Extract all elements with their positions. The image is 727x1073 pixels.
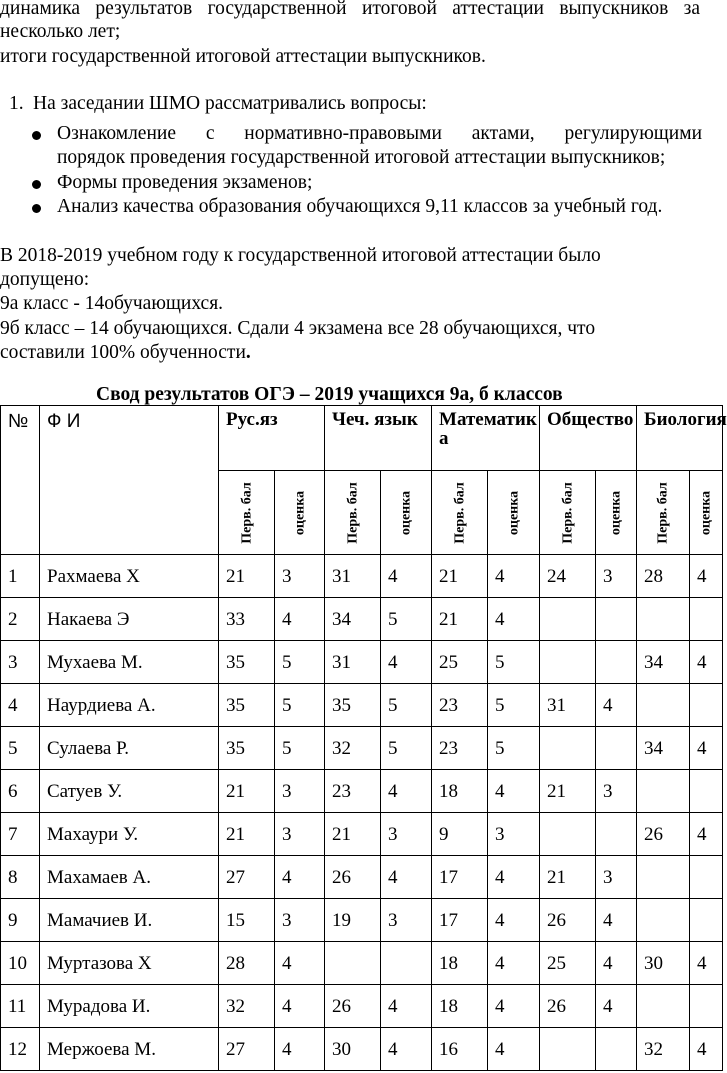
primary-score-cell [637, 856, 690, 899]
grade-cell: 5 [381, 598, 432, 641]
primary-score-cell: 21 [432, 598, 488, 641]
student-name: Махамаев А. [40, 856, 219, 899]
primary-score-cell: 34 [637, 641, 690, 684]
admission-line-1: В 2018-2019 учебном году к государственной итоговой аттестации было [0, 245, 601, 266]
grade-cell: 5 [381, 684, 432, 727]
sub-header-primary [325, 471, 381, 555]
sub-header-grade [488, 471, 540, 555]
table-body [1, 555, 723, 1071]
subject-header: Биология [637, 406, 723, 471]
table-row [1, 684, 723, 727]
grade-cell: 3 [381, 899, 432, 942]
admission-line-5 [0, 341, 251, 364]
grade-cell: 4 [690, 1028, 723, 1071]
meeting-number: 1. [9, 93, 24, 114]
primary-score-cell: 16 [432, 1028, 488, 1071]
sub-header-grade [381, 471, 432, 555]
grade-cell [690, 856, 723, 899]
primary-score-cell: 18 [432, 942, 488, 985]
admission-line-3: 9а класс - 14обучающихся. [0, 293, 224, 314]
sub-header-grade-text: оценка [292, 490, 307, 535]
admission-line-4: 9б класс – 14 обучающихся. Сдали 4 экзамена все 28 обучающихся, что [0, 318, 596, 339]
grade-cell: 3 [381, 813, 432, 856]
student-name: Махаури У. [40, 813, 219, 856]
bullet-2: Формы проведения экзаменов; [57, 172, 313, 193]
sub-header-grade [690, 471, 723, 555]
primary-score-cell: 32 [219, 985, 275, 1028]
primary-score-cell: 23 [432, 727, 488, 770]
grade-cell: 4 [275, 985, 325, 1028]
primary-score-cell: 15 [219, 899, 275, 942]
sub-header-grade-text: оценка [398, 490, 414, 535]
primary-score-cell: 30 [637, 942, 690, 985]
primary-score-cell: 28 [219, 942, 275, 985]
primary-score-cell: 17 [432, 856, 488, 899]
primary-score-cell: 18 [432, 985, 488, 1028]
sub-header-primary-text: Перв. бал [345, 481, 360, 544]
sub-header-primary [637, 471, 690, 555]
primary-score-cell: 31 [325, 555, 381, 598]
primary-score-cell [637, 598, 690, 641]
primary-score-cell: 21 [219, 813, 275, 856]
sub-header-grade-text: оценка [698, 490, 714, 535]
bullet-3: Анализ качества образования обучающихся 9,11 классов за учебный год. [57, 196, 663, 217]
grade-cell [596, 727, 637, 770]
intro-line-1: динамика результатов государственной итоговой аттестации выпускников за [0, 0, 700, 19]
grade-cell: 4 [275, 942, 325, 985]
intro-line-2: несколько лет; [0, 21, 121, 42]
primary-score-cell: 26 [325, 856, 381, 899]
student-name: Муртазова Х [40, 942, 219, 985]
grade-cell: 3 [275, 899, 325, 942]
primary-score-cell: 19 [325, 899, 381, 942]
grade-cell: 5 [488, 641, 540, 684]
grade-cell: 4 [275, 598, 325, 641]
student-name: Сатуев У. [40, 770, 219, 813]
row-number: 6 [1, 770, 40, 813]
row-number: 5 [1, 727, 40, 770]
primary-score-cell [540, 598, 596, 641]
student-name: Накаева Э [40, 598, 219, 641]
row-number: 4 [1, 684, 40, 727]
primary-score-cell [540, 1028, 596, 1071]
primary-score-cell: 32 [325, 727, 381, 770]
grade-cell: 4 [488, 598, 540, 641]
student-name: Мержоева М. [40, 1028, 219, 1071]
primary-score-cell: 21 [540, 770, 596, 813]
primary-score-cell: 9 [432, 813, 488, 856]
primary-score-cell: 25 [540, 942, 596, 985]
row-number: 10 [1, 942, 40, 985]
grade-cell [596, 598, 637, 641]
row-number: 7 [1, 813, 40, 856]
grade-cell [690, 985, 723, 1028]
row-number: 11 [1, 985, 40, 1028]
grade-cell [596, 1028, 637, 1071]
grade-cell: 4 [690, 641, 723, 684]
grade-cell: 4 [690, 555, 723, 598]
grade-cell: 4 [381, 641, 432, 684]
grade-cell: 4 [596, 942, 637, 985]
grade-cell: 3 [596, 856, 637, 899]
bullet-icon [32, 131, 41, 140]
primary-score-cell: 25 [432, 641, 488, 684]
grade-cell: 5 [488, 727, 540, 770]
primary-score-cell: 35 [325, 684, 381, 727]
sub-header-grade [275, 471, 325, 555]
grade-cell: 4 [381, 856, 432, 899]
grade-cell: 4 [488, 555, 540, 598]
primary-score-cell: 26 [325, 985, 381, 1028]
primary-score-cell [637, 684, 690, 727]
primary-score-cell: 26 [540, 899, 596, 942]
table-row [1, 770, 723, 813]
bullet-icon [32, 180, 41, 189]
primary-score-cell: 18 [432, 770, 488, 813]
primary-score-cell [325, 942, 381, 985]
bullet-1-line-1: Ознакомление с нормативно-правовыми актами, регулирующими [57, 123, 702, 144]
grade-cell: 4 [275, 1028, 325, 1071]
row-number: 8 [1, 856, 40, 899]
grade-cell: 4 [381, 985, 432, 1028]
table-row [1, 985, 723, 1028]
grade-cell: 4 [381, 770, 432, 813]
row-number: 1 [1, 555, 40, 598]
bullet-1-line-2: порядок проведения государственной итоговой аттестации выпускников; [57, 147, 666, 168]
sub-header-grade-text: оценка [608, 490, 624, 535]
sub-header-primary-text: Перв. бал [239, 481, 254, 544]
grade-cell [690, 770, 723, 813]
row-number: 12 [1, 1028, 40, 1071]
table-row [1, 727, 723, 770]
row-number: 3 [1, 641, 40, 684]
table-row [1, 856, 723, 899]
grade-cell [690, 899, 723, 942]
grade-cell: 4 [690, 813, 723, 856]
primary-score-cell [540, 813, 596, 856]
grade-cell: 4 [596, 899, 637, 942]
grade-cell: 5 [275, 684, 325, 727]
primary-score-cell: 35 [219, 727, 275, 770]
primary-score-cell [637, 770, 690, 813]
table-row [1, 555, 723, 598]
meeting-heading: На заседании ШМО рассматривались вопросы: [33, 93, 427, 114]
primary-score-cell: 30 [325, 1028, 381, 1071]
student-name: Наурдиева А. [40, 684, 219, 727]
admission-line-2: допущено: [0, 269, 90, 290]
results-table [0, 405, 727, 1071]
student-name: Мурадова И. [40, 985, 219, 1028]
grade-cell: 4 [381, 1028, 432, 1071]
primary-score-cell: 21 [325, 813, 381, 856]
grade-cell: 4 [690, 727, 723, 770]
grade-cell: 4 [488, 942, 540, 985]
grade-cell [596, 641, 637, 684]
primary-score-cell: 28 [637, 555, 690, 598]
grade-cell: 4 [596, 684, 637, 727]
primary-score-cell [637, 899, 690, 942]
col-name-header: Ф И [40, 406, 219, 555]
primary-score-cell: 27 [219, 1028, 275, 1071]
grade-cell [690, 684, 723, 727]
primary-score-cell [637, 985, 690, 1028]
primary-score-cell: 35 [219, 684, 275, 727]
primary-score-cell: 21 [540, 856, 596, 899]
grade-cell [596, 813, 637, 856]
primary-score-cell: 32 [637, 1028, 690, 1071]
student-name: Рахмаева Х [40, 555, 219, 598]
col-number-header: № [1, 406, 40, 555]
primary-score-cell: 34 [637, 727, 690, 770]
grade-cell: 4 [488, 899, 540, 942]
student-name: Мамачиев И. [40, 899, 219, 942]
primary-score-cell: 33 [219, 598, 275, 641]
primary-score-cell [540, 641, 596, 684]
sub-header-primary [219, 471, 275, 555]
grade-cell: 4 [488, 1028, 540, 1071]
grade-cell: 4 [381, 555, 432, 598]
subject-header: Чеч. язык [325, 406, 432, 471]
table-row [1, 641, 723, 684]
subject-header: Общество [540, 406, 637, 471]
sub-header-grade-text: оценка [506, 490, 522, 535]
primary-score-cell: 17 [432, 899, 488, 942]
primary-score-cell: 31 [540, 684, 596, 727]
grade-cell: 3 [488, 813, 540, 856]
primary-score-cell: 24 [540, 555, 596, 598]
grade-cell: 4 [275, 856, 325, 899]
sub-header-primary [432, 471, 488, 555]
grade-cell: 4 [488, 985, 540, 1028]
sub-header-grade [596, 471, 637, 555]
primary-score-cell: 26 [637, 813, 690, 856]
grade-cell: 3 [275, 555, 325, 598]
primary-score-cell [540, 727, 596, 770]
bullet-icon [32, 204, 41, 213]
grade-cell: 5 [488, 684, 540, 727]
grade-cell: 4 [596, 985, 637, 1028]
row-number: 9 [1, 899, 40, 942]
primary-score-cell: 23 [325, 770, 381, 813]
primary-score-cell: 31 [325, 641, 381, 684]
grade-cell: 3 [596, 770, 637, 813]
admission-line-5-dot: . [245, 342, 251, 363]
table-row [1, 598, 723, 641]
sub-header-primary-text: Перв. бал [560, 481, 576, 544]
grade-cell: 3 [596, 555, 637, 598]
student-name: Сулаева Р. [40, 727, 219, 770]
grade-cell: 5 [275, 727, 325, 770]
grade-cell: 3 [275, 770, 325, 813]
primary-score-cell: 21 [219, 555, 275, 598]
table-row [1, 813, 723, 856]
grade-cell: 4 [690, 942, 723, 985]
intro-line-3: итоги государственной итоговой аттестации выпускников. [0, 46, 486, 67]
admission-line-5-text: составили 100% обученности [0, 342, 246, 363]
primary-score-cell: 35 [219, 641, 275, 684]
grade-cell [381, 942, 432, 985]
primary-score-cell: 21 [219, 770, 275, 813]
grade-cell: 5 [275, 641, 325, 684]
sub-header-primary [540, 471, 596, 555]
table-row [1, 1028, 723, 1071]
subject-header: Рус.яз [219, 406, 325, 471]
table-row [1, 899, 723, 942]
primary-score-cell: 26 [540, 985, 596, 1028]
grade-cell: 3 [275, 813, 325, 856]
subject-header: Математик а [432, 406, 540, 471]
sub-header-primary-text: Перв. бал [655, 481, 671, 544]
grade-cell: 4 [488, 856, 540, 899]
student-name: Мухаева М. [40, 641, 219, 684]
grade-cell: 5 [381, 727, 432, 770]
table-row [1, 942, 723, 985]
row-number: 2 [1, 598, 40, 641]
table-title: Свод результатов ОГЭ – 2019 учащихся 9а, б классов [96, 384, 563, 405]
grade-cell [690, 598, 723, 641]
sub-header-primary-text: Перв. бал [452, 481, 468, 544]
primary-score-cell: 27 [219, 856, 275, 899]
primary-score-cell: 23 [432, 684, 488, 727]
primary-score-cell: 21 [432, 555, 488, 598]
grade-cell: 4 [488, 770, 540, 813]
primary-score-cell: 34 [325, 598, 381, 641]
